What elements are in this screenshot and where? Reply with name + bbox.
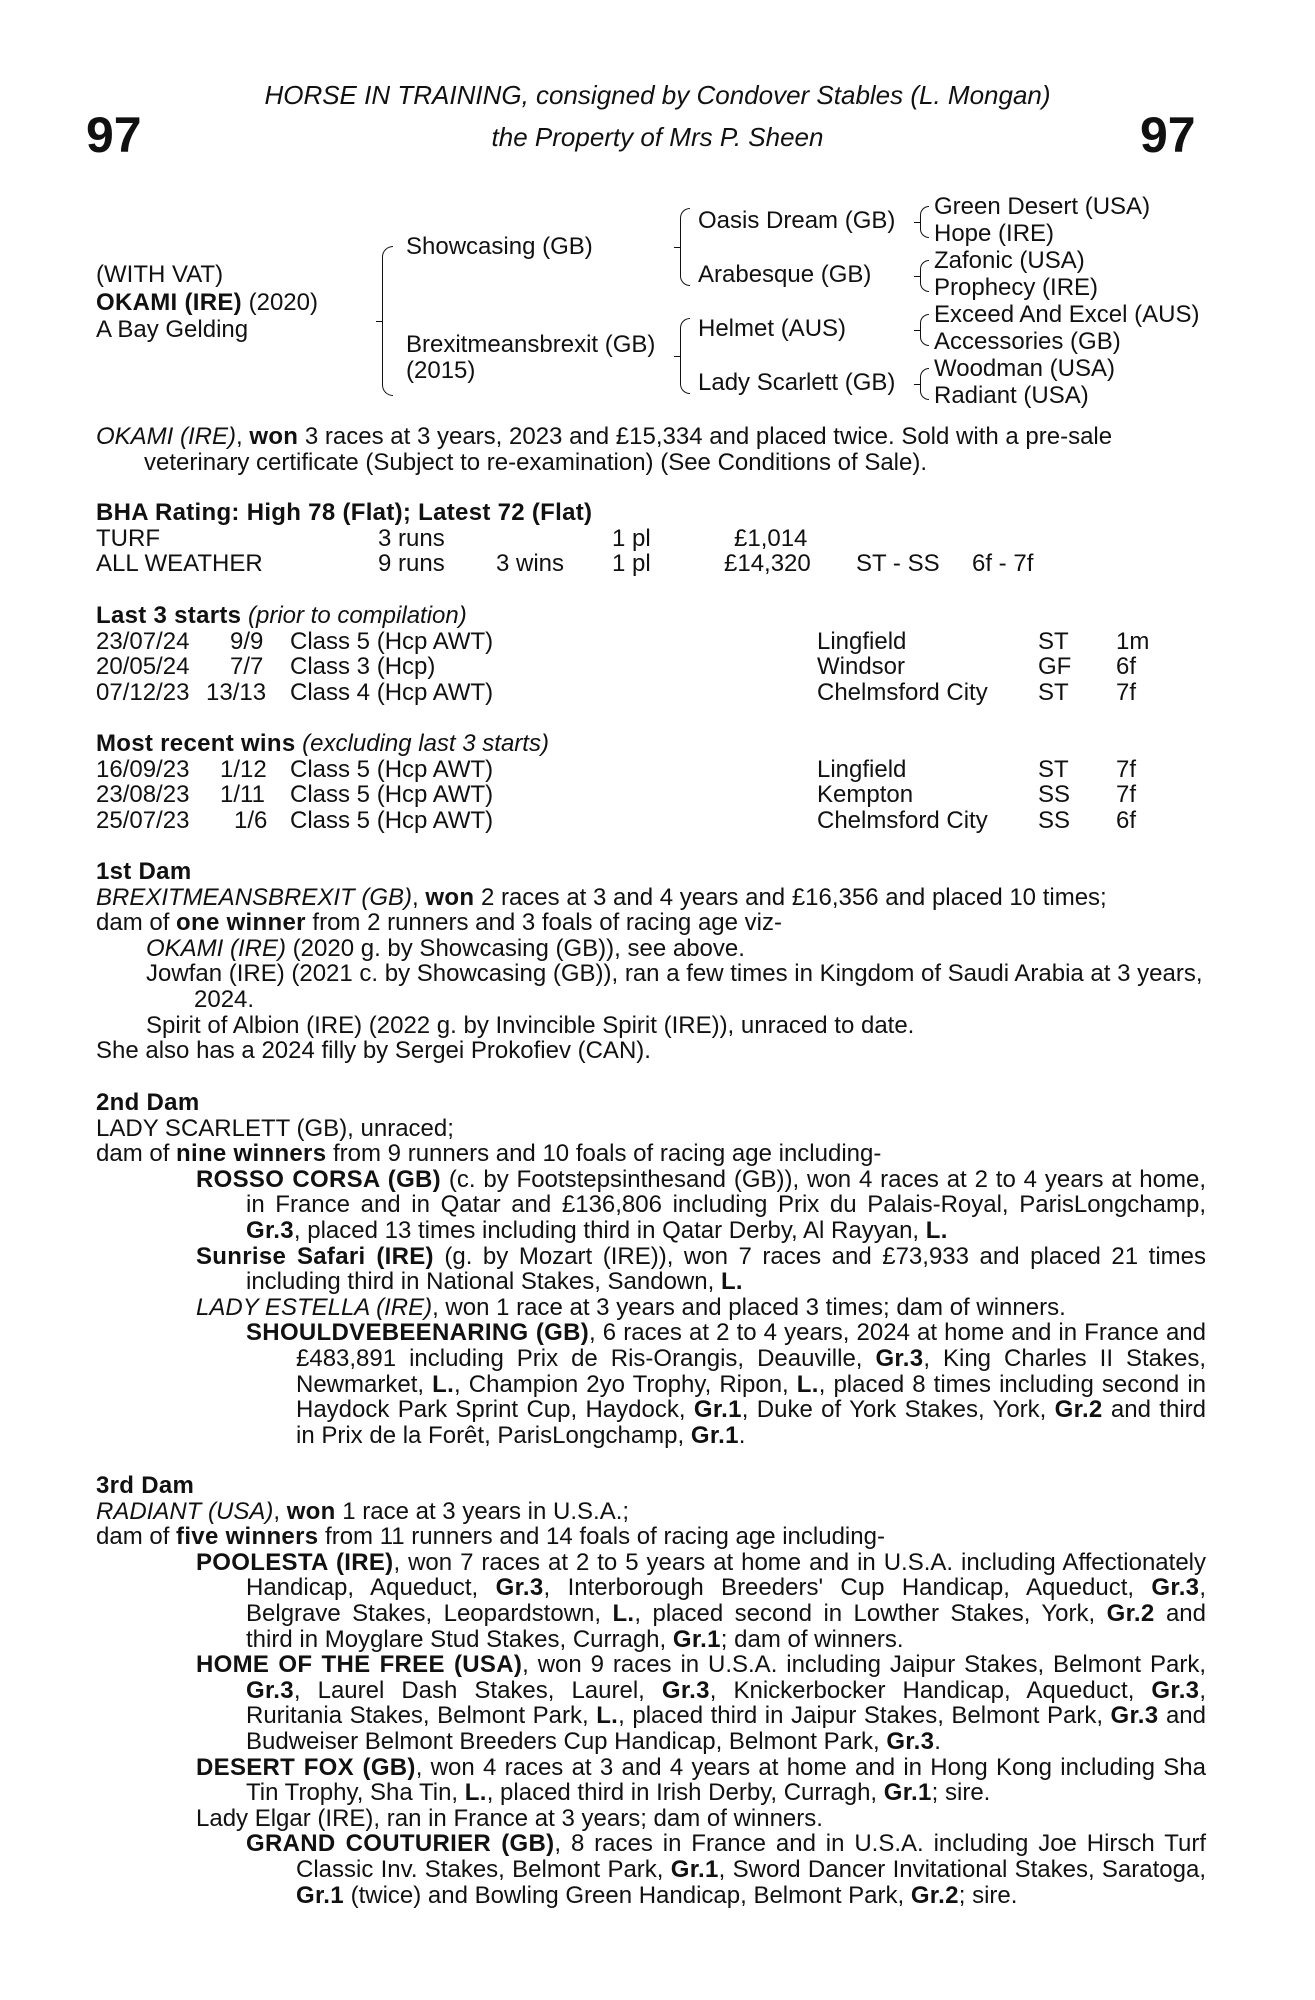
rosso-listed: L. (925, 1216, 948, 1244)
should-grade-3: Gr.3 (875, 1344, 924, 1372)
win-row (96, 782, 1206, 808)
win-race: Class 5 (Hcp AWT) (290, 781, 494, 809)
dam-sire-dam: Accessories (GB) (934, 328, 1121, 355)
dam3-won: won (286, 1497, 336, 1525)
start-race: Class 5 (Hcp AWT) (290, 627, 494, 655)
estella-name: LADY ESTELLA (IRE) (196, 1293, 433, 1321)
rating-surface: ALL WEATHER (96, 550, 263, 578)
dam2-text: from 9 runners and 10 foals of racing age including- (326, 1140, 882, 1168)
pool-text-b: , Interborough Breeders' Cup Handicap, Aqueduct, (543, 1574, 1152, 1602)
home-end: . (934, 1727, 941, 1755)
start-row (96, 629, 1206, 655)
dam-dam-dam: Radiant (USA) (934, 382, 1089, 409)
rating-placed: 1 pl (612, 550, 651, 578)
dam2-name: LADY SCARLETT (GB), unraced; (96, 1114, 454, 1142)
win-position: 1/12 (220, 755, 267, 783)
dam3-text1: 1 race at 3 years in U.S.A.; (335, 1497, 630, 1525)
pedigree-brace-6 (920, 314, 929, 346)
home-text-e: , placed third in Jaipur Stakes, Belmont Park, (618, 1702, 1111, 1730)
start-position: 9/9 (230, 627, 264, 655)
home-text-f: and Budweiser Belmont Breeders Cup Handicap, Belmont Park, (246, 1702, 1206, 1755)
sire-sire-sire: Green Desert (USA) (934, 193, 1151, 220)
rating-distance: 6f - 7f (972, 550, 1034, 578)
rating-placed: 1 pl (612, 524, 651, 552)
pool-text-f: ; dam of winners. (720, 1625, 904, 1653)
win-race: Class 5 (Hcp AWT) (290, 806, 494, 834)
dam3-text2: from 11 runners and 14 foals of racing age including- (318, 1523, 885, 1551)
rating-prize: £14,320 (724, 550, 811, 578)
start-date: 23/07/24 (96, 627, 190, 655)
win-course: Chelmsford City (817, 806, 988, 834)
win-course: Kempton (817, 781, 914, 809)
dam1-progeny-2: Jowfan (IRE) (2021 c. by Showcasing (GB)), ran a few times in Kingdom of Saudi Arabia at 3 years, 2024. (146, 960, 1203, 1013)
win-course: Lingfield (817, 755, 907, 783)
grand-text-d: ; sire. (958, 1881, 1018, 1909)
start-distance: 7f (1116, 678, 1137, 706)
rating-runs: 9 runs (378, 550, 445, 578)
should-end: . (738, 1421, 746, 1449)
start-distance: 1m (1116, 627, 1150, 655)
home-grade-3b: Gr.3 (661, 1676, 710, 1704)
win-date: 16/09/23 (96, 755, 190, 783)
progeny-shouldvebeenaring (96, 1320, 1206, 1448)
start-course: Windsor (817, 653, 906, 681)
fox-listed: L. (464, 1779, 487, 1807)
pool-listed: L. (612, 1599, 635, 1627)
start-date: 20/05/24 (96, 653, 190, 681)
should-grade-2: Gr.2 (1054, 1396, 1103, 1424)
should-listed-1: L. (432, 1370, 455, 1398)
rosso-text-a: (c. by Footstepsinthesand (GB)), won 4 races at 2 to 4 years at home, in France and in Qatar and £136,806 including Prix du Palais-Royal, ParisLongchamp, (246, 1165, 1206, 1219)
summary-text: 3 races at 3 years, 2023 and £15,334 and placed twice. Sold with a pre-sale veterinary certificate (Subject to re-examination) (See Conditions of Sale). (144, 423, 1113, 476)
grand-grade-1b: Gr.1 (296, 1881, 344, 1909)
dam1-note: She also has a 2024 filly by Sergei Prokofiev (CAN). (96, 1037, 651, 1065)
grand-grade-1a: Gr.1 (670, 1855, 719, 1883)
start-position: 13/13 (206, 678, 267, 706)
win-race: Class 5 (Hcp AWT) (290, 755, 494, 783)
win-going: ST (1038, 755, 1069, 783)
rosso-name: ROSSO CORSA (GB) (196, 1165, 441, 1193)
win-distance: 6f (1116, 806, 1137, 834)
start-date: 07/12/23 (96, 678, 190, 706)
start-going: ST (1038, 678, 1069, 706)
progeny-grand-couturier (96, 1831, 1206, 1908)
progeny-lady-estella (96, 1295, 1206, 1321)
sire: Showcasing (GB) (406, 233, 593, 260)
start-going: ST (1038, 627, 1069, 655)
dam1-text2: from 2 runners and 3 foals of racing age viz- (305, 909, 782, 937)
pool-text-d: , placed second in Lowther Stakes, York, (634, 1599, 1107, 1627)
fox-text-a: , won 4 races at 3 and 4 years at home and in Hong Kong including Sha Tin Trophy, Sha Tin, (246, 1753, 1206, 1807)
fox-text-b: , placed third in Irish Derby, Curragh, (486, 1779, 884, 1807)
pool-text-a: , won 7 races at 2 to 5 years at home and in U.S.A. including Affectionately Handicap, Aqueduct, (246, 1548, 1206, 1602)
start-distance: 6f (1116, 653, 1137, 681)
progeny-rosso-corsa (96, 1167, 1206, 1244)
rating-runs: 3 runs (378, 524, 445, 552)
dam3-damof: dam of (96, 1523, 177, 1551)
grand-name: GRAND COUTURIER (GB) (246, 1830, 555, 1858)
dam3-name: RADIANT (USA) (96, 1497, 274, 1525)
dam: Brexitmeansbrexit (GB) (406, 331, 656, 358)
pool-grade-2: Gr.2 (1106, 1599, 1155, 1627)
dam1-progeny-3: Spirit of Albion (IRE) (2022 g. by Invincible Spirit (IRE)), unraced to date. (146, 1011, 915, 1039)
sire-dam-sire: Zafonic (USA) (934, 247, 1085, 274)
should-listed-2: L. (796, 1370, 819, 1398)
start-race: Class 3 (Hcp) (290, 653, 436, 681)
start-race: Class 4 (Hcp AWT) (290, 678, 494, 706)
rating-surface: TURF (96, 524, 160, 552)
estella-text: , won 1 race at 3 years and placed 3 times; dam of winners. (432, 1293, 1066, 1321)
should-text-e: , Duke of York Stakes, York, (741, 1396, 1055, 1424)
should-text-b: , King Charles II Stakes, Newmarket, (296, 1344, 1206, 1398)
rating-title: BHA Rating: High 78 (Flat); Latest 72 (Flat) (96, 499, 593, 526)
rating-wins: 3 wins (496, 550, 565, 578)
progeny-lady-elgar: Lady Elgar (IRE), ran in France at 3 years; dam of winners. (196, 1804, 823, 1832)
home-grade-3e: Gr.3 (886, 1727, 935, 1755)
fox-name: DESERT FOX (GB) (196, 1753, 416, 1781)
win-date: 23/08/23 (96, 781, 190, 809)
rosso-text-b: , placed 13 times including third in Qatar Derby, Al Rayyan, (293, 1216, 926, 1244)
pool-text-c: , Belgrave Stakes, Leopardstown, (246, 1574, 1206, 1627)
dam-dam: Lady Scarlett (GB) (698, 369, 896, 396)
pool-grade-1: Gr.1 (672, 1625, 721, 1653)
horse-name: OKAMI (IRE) (96, 289, 242, 316)
should-grade-1a: Gr.1 (693, 1396, 742, 1424)
dam2-title: 2nd Dam (96, 1089, 200, 1116)
win-distance: 7f (1116, 755, 1137, 783)
win-position: 1/11 (220, 781, 265, 809)
win-row (96, 757, 1206, 783)
dam1-text1: 2 races at 3 and 4 years and £16,356 and placed 10 times; (474, 883, 1107, 911)
should-text-d: , placed 8 times including second in Haydock Park Sprint Cup, Haydock, (296, 1370, 1207, 1424)
should-text-a: , 6 races at 2 to 4 years, 2024 at home and in France and £483,891 including Prix de Ris-Orangis, Deauville, (296, 1319, 1206, 1372)
home-text-d: , Ruritania Stakes, Belmont Park, (246, 1676, 1206, 1730)
pool-grade-3b: Gr.3 (1151, 1574, 1200, 1602)
home-grade-3d: Gr.3 (1110, 1702, 1159, 1730)
last3-title: Last 3 starts (96, 602, 242, 629)
dam-sire: Helmet (AUS) (698, 315, 847, 342)
first-dam-section: 1st Dam BREXITMEANSBREXIT (GB), won 2 races at 3 and 4 years and £16,356 and placed 10 times; dam of one winner from 2 runners and 3 foals of racing age viz- OKAMI (IRE) (2020 g. by Showcasing (GB)), see above. Jowfan (IRE) (2021 c. by Showcasing (GB)), ran a few times in Kingdom of Saudi Arabia at 3 years, 2024. Spirit of Albion (IRE) (2022 g. by Invincible Spirit (IRE)), unraced to date. She also has a 2024 filly by Sergei Prokofiev (CAN). (96, 859, 1206, 1064)
rosso-grade: Gr.3 (246, 1216, 294, 1244)
progeny-home-of-the-free (96, 1652, 1206, 1754)
last-3-starts (96, 603, 1206, 705)
sire-dam: Arabesque (GB) (698, 261, 872, 288)
summary-horse-name: OKAMI (IRE) (96, 423, 237, 450)
horse-name-line (96, 290, 318, 316)
sire-sire: Oasis Dream (GB) (698, 207, 896, 234)
fox-text-c: ; sire. (931, 1779, 991, 1807)
sire-sire-dam: Hope (IRE) (934, 220, 1055, 247)
home-text-b: , Laurel Dash Stakes, Laurel, (293, 1676, 662, 1704)
most-recent-wins (96, 731, 1206, 833)
third-dam-section: 3rd Dam RADIANT (USA), won 1 race at 3 years in U.S.A.; dam of five winners from 11 runners and 14 foals of racing age including- POOLESTA (IRE), won 7 races at 2 to 5 years at home and in U.S.A. including Affectionately Handicap, Aqueduct, Gr.3, Interborough Breeders' Cup Handicap, Aqueduct, Gr.3, Belgrave Stakes, Leopardstown, L., placed second in Lowther Stakes, York, Gr.2 and third in Moyglare Stud Stakes, Curragh, Gr.1; dam of winners. HOME OF THE FREE (USA), won 9 races in U.S.A. including Jaipur Stakes, Belmont Park, Gr.3, Laurel Dash Stakes, Laurel, Gr.3, Knickerbocker Handicap, Aqueduct, Gr.3, Ruritania Stakes, Belmont Park, L., placed third in Jaipur Stakes, Belmont Park, Gr.3 and Budweiser Belmont Breeders Cup Handicap, Belmont Park, Gr.3. DESERT FOX (GB), won 4 races at 3 and 4 years at home and in Hong Kong including Sha Tin Trophy, Sha Tin, L., placed third in Irish Derby, Curragh, Gr.1; sire. Lady Elgar (IRE), ran in France at 3 years; dam of winners. GRAND COUTURIER (GB), 8 races in France and in U.S.A. including Joe Hirsch Turf Classic Inv. Stakes, Belmont Park, Gr.1, Sword Dancer Invitational Stakes, Saratoga, Gr.1 (twice) and Bowling Green Handicap, Belmont Park, Gr.2; sire. (96, 1472, 1207, 1909)
property-line: the Property of Mrs P. Sheen (491, 122, 824, 152)
sunrise-text: (g. by Mozart (IRE)), won 7 races and £73,933 and placed 21 times including third in National Stakes, Sandown, (246, 1242, 1206, 1296)
dam2-damof: dam of (96, 1140, 177, 1168)
home-text-a: , won 9 races in U.S.A. including Jaipur Stakes, Belmont Park, (522, 1651, 1207, 1679)
dam-year: (2015) (406, 357, 476, 384)
progeny-sunrise-safari (96, 1244, 1206, 1295)
should-name: SHOULDVEBEENARING (GB) (246, 1319, 590, 1347)
lot-number-right: 97 (1140, 107, 1196, 163)
sire-dam-dam: Prophecy (IRE) (934, 274, 1099, 301)
home-listed: L. (596, 1702, 619, 1730)
dam1-progeny-1-text: (2020 g. by Showcasing (GB)), see above. (286, 934, 745, 962)
pedigree-table (0, 0, 1315, 420)
pedigree-brace-7 (920, 368, 929, 400)
dam2-winners: nine winners (176, 1140, 327, 1168)
start-course: Chelmsford City (817, 678, 988, 706)
grand-grade-2: Gr.2 (910, 1881, 959, 1909)
dam3-winners: five winners (176, 1523, 319, 1551)
start-row (96, 654, 1206, 680)
vat-note: (WITH VAT) (96, 261, 224, 288)
pedigree-brace-2 (680, 208, 690, 286)
grand-text-b: , Sword Dancer Invitational Stakes, Saratoga, (718, 1855, 1206, 1883)
start-course: Lingfield (817, 627, 907, 655)
win-date: 25/07/23 (96, 806, 190, 834)
last3-note: (prior to compilation) (241, 602, 467, 629)
start-position: 7/7 (230, 653, 264, 681)
win-going: SS (1038, 806, 1071, 834)
horse-summary: OKAMI (IRE), won 3 races at 3 years, 2023 and £15,334 and placed twice. Sold with a pre-sale veterinary certificate (Subject to re-examination) (See Conditions of Sale). (96, 423, 1113, 476)
start-going: GF (1038, 653, 1072, 681)
recent-note: (excluding last 3 starts) (295, 730, 549, 757)
rating-row (96, 551, 1206, 577)
grand-text-a: , 8 races in France and in U.S.A. including Joe Hirsch Turf Classic Inv. Stakes, Belmont Park, (296, 1830, 1206, 1883)
pool-name: POOLESTA (IRE) (196, 1548, 394, 1576)
fox-grade-1: Gr.1 (883, 1779, 932, 1807)
dam1-damof: dam of (96, 909, 177, 937)
home-grade-3c: Gr.3 (1151, 1676, 1200, 1704)
second-dam-section (96, 1090, 1206, 1448)
pedigree-brace-4 (920, 206, 929, 238)
start-row (96, 680, 1206, 706)
dam-sire-sire: Exceed And Excel (AUS) (934, 301, 1200, 328)
dam3-title: 3rd Dam (96, 1472, 195, 1499)
rating-going: ST - SS (856, 550, 940, 578)
summary-won: won (249, 423, 299, 450)
horse-description: A Bay Gelding (96, 316, 249, 343)
dam1-won: won (425, 883, 475, 911)
home-text-c: , Knickerbocker Handicap, Aqueduct, (709, 1676, 1152, 1704)
dam-dam-sire: Woodman (USA) (934, 355, 1115, 382)
dam1-title: 1st Dam (96, 858, 192, 885)
win-row (96, 808, 1206, 834)
should-grade-1b: Gr.1 (690, 1421, 739, 1449)
pool-grade-3a: Gr.3 (495, 1574, 544, 1602)
rating-section (96, 500, 1206, 577)
pool-text-e: and third in Moyglare Stud Stakes, Curragh, (246, 1599, 1206, 1653)
progeny-poolesta (96, 1550, 1206, 1652)
pedigree-brace-5 (920, 260, 929, 292)
should-text-c: , Champion 2yo Trophy, Ripon, (454, 1370, 797, 1398)
consignor-line: HORSE IN TRAINING, consigned by Condover Stables (L. Mongan) (264, 80, 1051, 110)
rating-prize: £1,014 (734, 524, 808, 552)
lot-number-left: 97 (86, 107, 142, 163)
win-distance: 7f (1116, 781, 1137, 809)
home-grade-3a: Gr.3 (246, 1676, 294, 1704)
horse-year: (2020) (241, 289, 318, 316)
recent-title: Most recent wins (96, 730, 296, 757)
should-text-f: and third in Prix de la Forêt, ParisLongchamp, (296, 1396, 1206, 1449)
dam1-winners: one winner (176, 909, 306, 937)
rating-row (96, 526, 1206, 552)
pedigree-brace-1 (382, 246, 393, 396)
pedigree-brace-3 (680, 318, 690, 394)
grand-text-c: (twice) and Bowling Green Handicap, Belmont Park, (343, 1881, 911, 1909)
sunrise-name: Sunrise Safari (IRE) (196, 1242, 434, 1270)
home-name: HOME OF THE FREE (USA) (196, 1651, 523, 1679)
win-position: 1/6 (234, 806, 268, 834)
sunrise-listed: L. (720, 1268, 743, 1296)
dam1-name: BREXITMEANSBREXIT (GB) (96, 883, 413, 911)
progeny-desert-fox (96, 1755, 1206, 1806)
dam1-progeny-1-name: OKAMI (IRE) (146, 934, 287, 962)
win-going: SS (1038, 781, 1071, 809)
